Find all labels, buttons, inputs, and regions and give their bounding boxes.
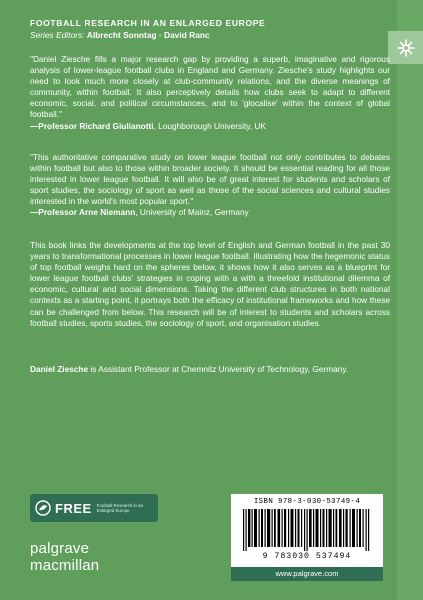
series-editors-names: Albrecht Sonntag · David Ranc <box>86 30 210 40</box>
free-logo-word: FREE <box>55 500 92 516</box>
publisher-logo-line1: palgrave <box>30 540 90 557</box>
book-description: This book links the developments at the top level of English and German football in the past 30 years to transformational processes in lower league football. Illustrating how the hegemonic status of top football weighs hard on the spheres below, it shows how it also serves as a blueprint for lower league football clubs' strategies in coping with a with a threefold institutional dilemma of economic, cultural and social dimensions. Taking the different club structures in both national contexts as a starting point, it portrays both the efficacy of institutional frameworks and how these can be challenged from below. This research will be of interest to students and scholars across football studies, sports studies, the sociology of sport, and organisation studies. <box>30 240 390 328</box>
endorsement-2-affiliation: , University of Mainz, Germany <box>135 207 249 218</box>
endorsement-1-person: —Professor Richard Giulianotti <box>30 120 154 131</box>
publisher-logo-line2: macmillan <box>30 557 100 574</box>
series-title: FOOTBALL RESEARCH IN AN ENLARGED EUROPE <box>30 18 266 28</box>
endorsement-1-affiliation: , Loughborough University, UK <box>153 120 266 131</box>
leaf-icon <box>35 500 51 516</box>
endorsement-2 <box>30 152 390 219</box>
barcode-panel <box>231 494 383 567</box>
endorsement-2-person: —Professor Arne Niemann <box>30 207 136 218</box>
endorsement-2-text: "This authoritative comparative study on lower league football not only contributes to debates within football but also to those within broader society. It should be essential reading for all those interested in lower league football. It will also be of great interest for students and scholars of sport studies, the sociology of sport as well as those of the social sciences and cultural studies interested in the world's most popular sport." <box>30 152 390 207</box>
springer-horse-icon <box>395 37 417 59</box>
endorsement-1-text: "Daniel Ziesche fills a major research gap by providing a superb, imaginative and rigorous analysis of lower-league football clubs in England and Germany. Ziesche's study highlights our need to look much more closely at club-community relations, and the diverse meanings of community, within football. It also perceptively details how clubs seek to adapt to different economic, social, and political circumstances, and to 'glocalise' within the context of global football." <box>30 54 390 120</box>
barcode-bars <box>241 509 373 551</box>
free-logo-subtitle: Football Research in an Enlarged Europe <box>96 502 144 513</box>
author-bio <box>30 364 390 375</box>
series-editors-label: Series Editors: <box>30 30 85 40</box>
endorsement-1 <box>30 54 390 132</box>
endorsement-1-attribution <box>30 121 390 132</box>
endorsement-2-attribution <box>30 207 390 218</box>
cover-edge-band <box>397 0 423 600</box>
author-name: Daniel Ziesche <box>30 364 89 374</box>
publisher-website[interactable]: www.palgrave.com <box>231 567 383 581</box>
isbn-text: ISBN 978-3-030-53749-4 <box>253 498 361 506</box>
author-bio-text: is Assistant Professor at Chemnitz University of Technology, Germany. <box>88 364 349 374</box>
series-editors <box>30 30 370 40</box>
barcode-digits: 9 783030 537494 <box>262 552 352 561</box>
free-series-logo <box>30 494 158 522</box>
springer-logo <box>388 31 423 64</box>
